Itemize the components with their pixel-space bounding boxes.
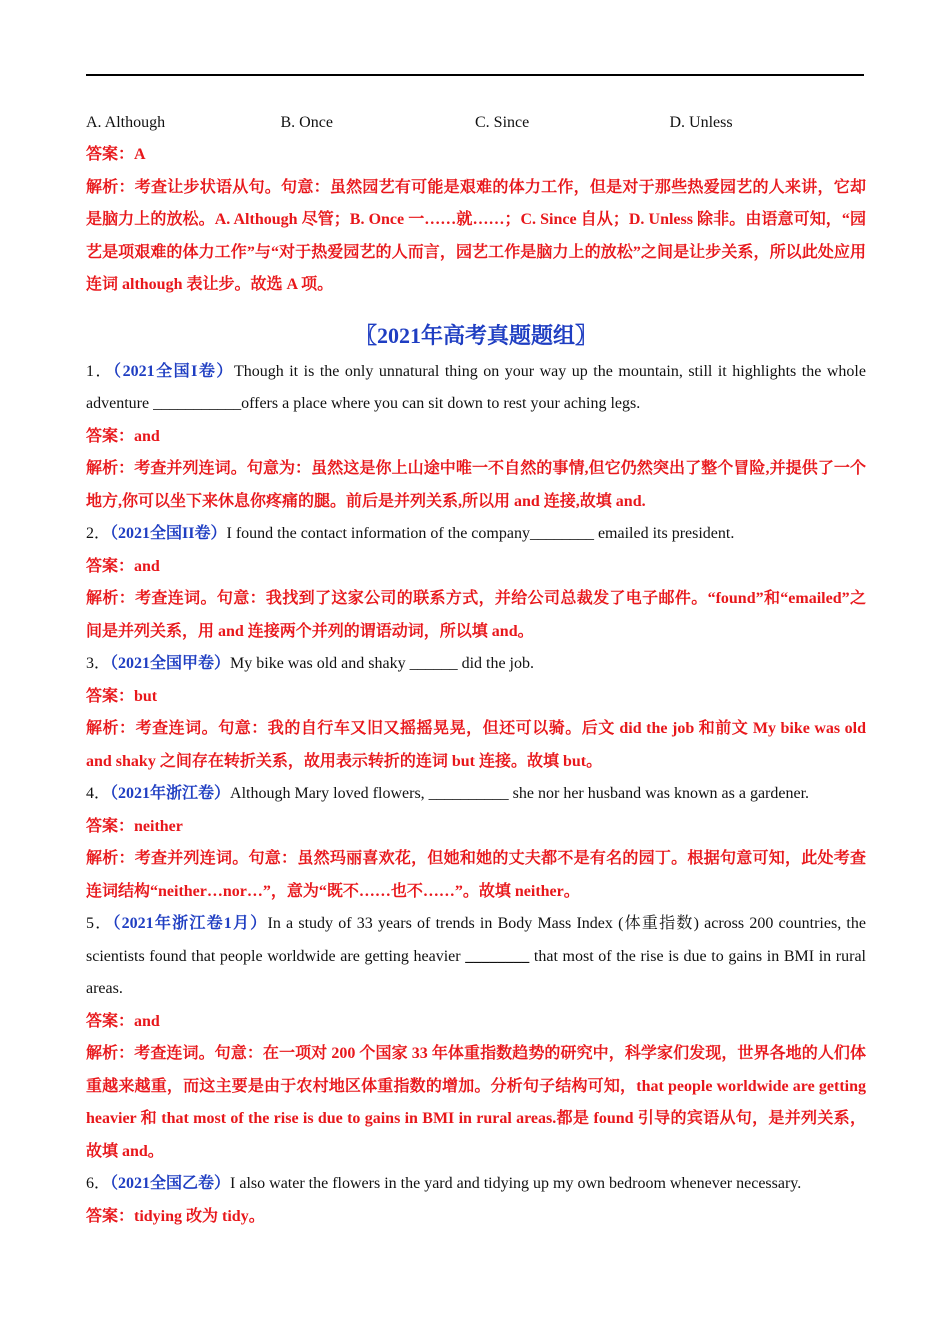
question-5 <box>86 908 866 1006</box>
option-b: B. Once <box>280 114 333 131</box>
analysis-0: 解析：考查让步状语从句。句意：虽然园艺有可能是艰难的体力工作，但是对于那些热爱园艺的人来讲，它却是脑力上的放松。A. Although 尽管；B. Once 一……就……；C. Since 自从；D. Unless 除非。由语意可知，“园艺是项艰难的体力工作”与“对于热爱园艺的人而言，园艺工作是脑力上的放松”之间是让步关系，所以此处应用连词 although 表让步。故选 A 项。 <box>86 178 866 293</box>
question-text: I found the contact information of the company________ emailed its president. <box>226 525 735 542</box>
question-source: （2021全国甲卷） <box>110 655 231 672</box>
option-a: A. Although <box>86 114 166 131</box>
answer-2: 答案：and <box>86 557 160 575</box>
question-number: 5． <box>86 915 113 932</box>
question-text: I also water the flowers in the yard and tidying up my own bedroom whenever necessary. <box>230 1175 802 1192</box>
answer-0: 答案：A <box>86 146 146 163</box>
question-blank: ________ <box>465 947 530 965</box>
answer-3: 答案：but <box>86 687 158 705</box>
question-text-part-1: In a study of 33 years of trends in Body Mass Index (体重指数) across 200 countries, the scientists found that people worldwide are getting heavier <box>86 915 866 965</box>
answer-6: 答案：tidying 改为 tidy。 <box>86 1207 265 1225</box>
question-text: My bike was old and shaky ______ did the job. <box>230 655 534 672</box>
question-number: 6． <box>86 1175 111 1192</box>
header-rule <box>86 74 864 76</box>
question-4 <box>86 778 866 811</box>
question-number: 2． <box>86 525 111 542</box>
question-text: Though it is the only unnatural thing on your way up the mountain, still it highlights the whole adventure ___________offers a place where you can sit down to rest your aching legs. <box>86 362 866 412</box>
question-6 <box>86 1168 866 1201</box>
page-content <box>86 107 866 1233</box>
answer-options <box>86 107 866 139</box>
analysis-5: 解析：考查连词。句意：在一项对 200 个国家 33 年体重指数趋势的研究中，科学家们发现，世界各地的人们体重越来越重，而这主要是由于农村地区体重指数的增加。分析句子结构可知，that people worldwide are getting heavier 和 that most of the rise is due to gains in BMI in rural areas.都是 found 引导的宾语从句，是并列关系，故填 and。 <box>86 1045 866 1160</box>
question-2 <box>86 518 866 551</box>
question-source: （2021全国II卷） <box>110 525 227 542</box>
analysis-2: 解析：考查连词。句意：我找到了这家公司的联系方式，并给公司总裁发了电子邮件。“found”和“emailed”之间是并列关系，用 and 连接两个并列的谓语动词，所以填 and。 <box>86 590 866 640</box>
question-source: （2021年浙江卷1月） <box>112 915 268 932</box>
analysis-4: 解析：考查并列连词。句意：虽然玛丽喜欢花，但她和她的丈夫都不是有名的园丁。根据句意可知，此处考查连词结构“neither…nor…”，意为“既不……也不……”。故填 neither。 <box>86 850 866 900</box>
question-3 <box>86 648 866 681</box>
question-text-part-2: that most of the rise is due to gains in BMI in rural areas. <box>86 947 866 997</box>
option-c: C. Since <box>475 114 530 131</box>
question-1 <box>86 356 866 421</box>
question-source: （2021全国乙卷） <box>110 1175 231 1192</box>
question-number: 3． <box>86 655 111 672</box>
section-heading: 〖2021年高考真题题组〗 <box>354 322 597 348</box>
analysis-1: 解析：考查并列连词。句意为：虽然这是你上山途中唯一不自然的事情,但它仍然突出了整个冒险,并提供了一个地方,你可以坐下来休息你疼痛的腿。前后是并列关系,所以用 and 连接,故填 and. <box>86 460 866 510</box>
answer-4: 答案：neither <box>86 817 183 835</box>
question-number: 1． <box>86 362 114 380</box>
question-source: （2021全国I卷） <box>113 362 234 380</box>
question-text: Although Mary loved flowers, __________ she nor her husband was known as a gardener. <box>230 785 810 802</box>
answer-5: 答案：and <box>86 1012 160 1030</box>
question-source: （2021年浙江卷） <box>110 785 231 802</box>
option-d: D. Unless <box>669 114 733 131</box>
answer-1: 答案：and <box>86 427 160 445</box>
question-number: 4． <box>86 785 111 802</box>
analysis-3: 解析：考查连词。句意：我的自行车又旧又摇摇晃晃，但还可以骑。后文 did the job 和前文 My bike was old and shaky 之间存在转折关系，故用表示转折的连词 but 连接。故填 but。 <box>86 720 866 770</box>
